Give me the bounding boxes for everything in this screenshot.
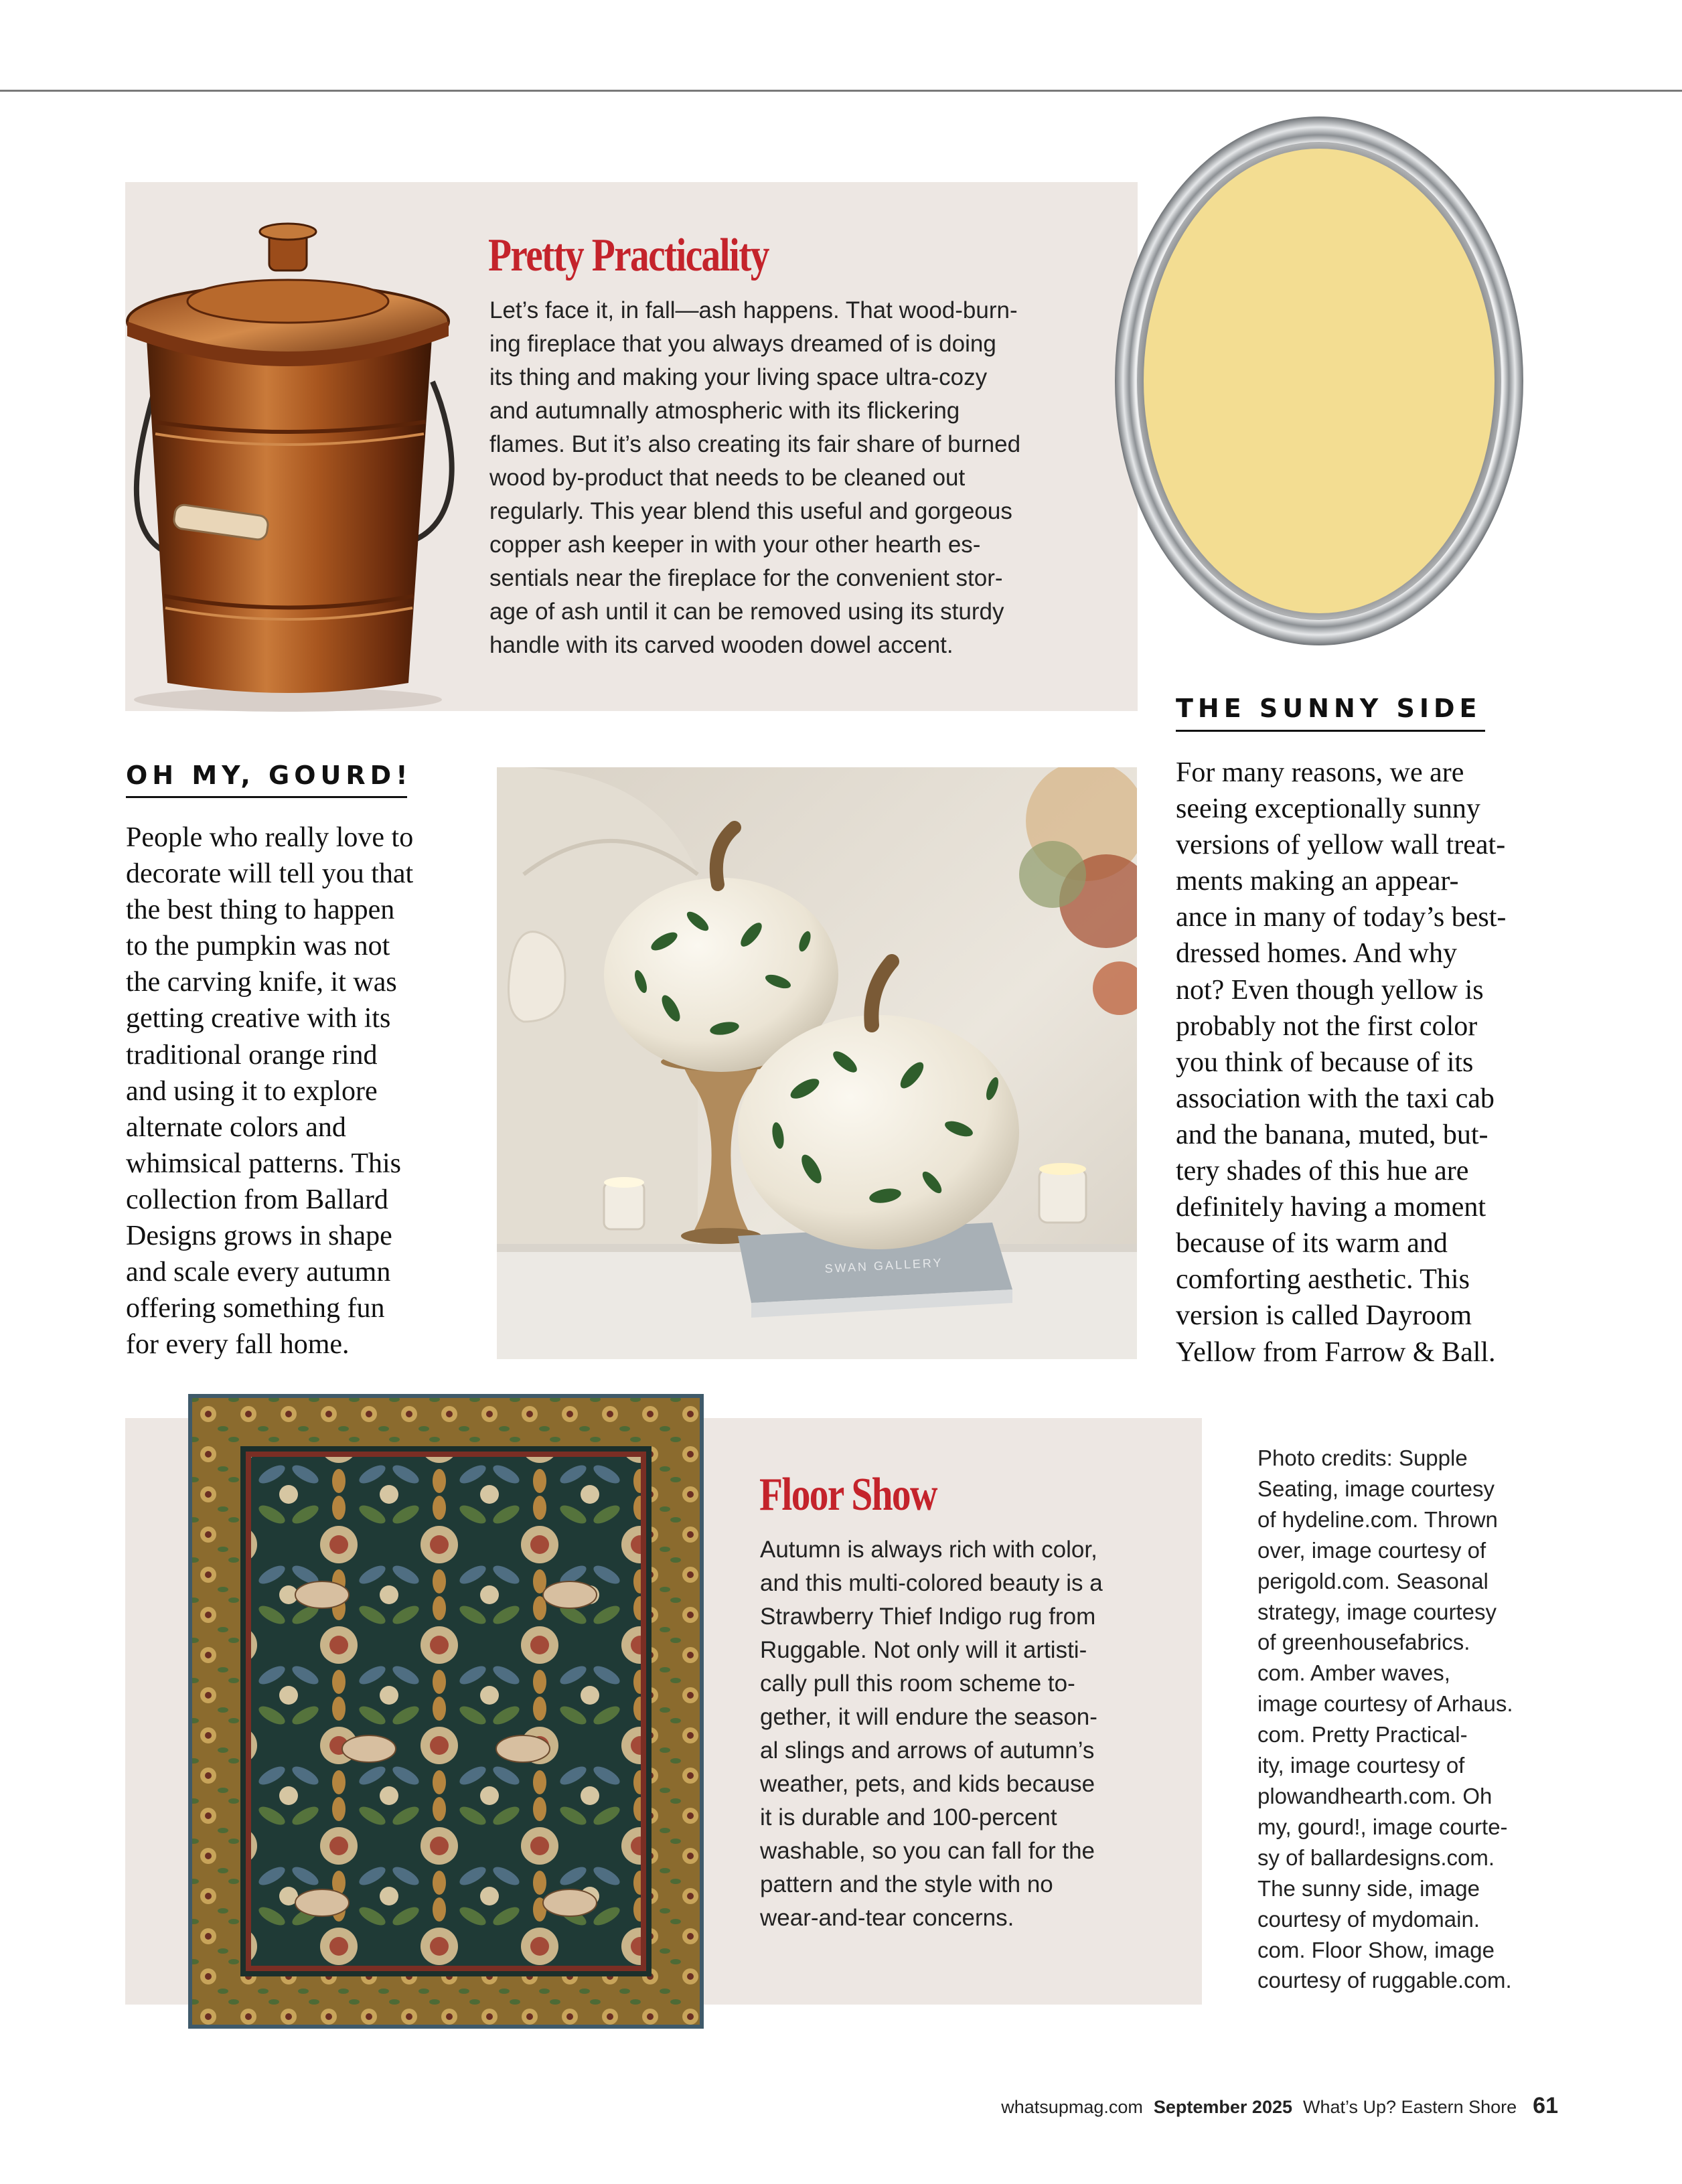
body-line: association with the taxi cab [1176,1083,1495,1114]
credits-line: plowandhearth.com. Oh [1257,1783,1493,1808]
body-line: flames. But it’s also creating its fair share of burned [489,431,1021,457]
body-line: version is called Dayroom [1176,1300,1472,1332]
body-line: to the pumpkin was not [126,931,390,962]
body-line: probably not the first color [1176,1010,1478,1042]
body-line: and scale every autumn [126,1257,391,1288]
top-rule [0,90,1682,92]
floor-show-body [760,1533,1175,1935]
body-line: Autumn is always rich with color, [760,1537,1097,1563]
body-line: weather, pets, and kids because [760,1771,1095,1797]
page-number: 61 [1533,2093,1558,2118]
yellow-paint-can-image [1115,116,1523,645]
credits-line: com. Pretty Practical- [1257,1722,1468,1747]
gourd-heading-rule [126,796,407,798]
body-line: pattern and the style with no [760,1871,1053,1897]
body-line: regularly. This year blend this useful and gorgeous [489,498,1012,524]
credits-line: courtesy of mydomain. [1257,1906,1480,1932]
credits-line: of greenhousefabrics. [1257,1630,1470,1655]
credits-line: perigold.com. Seasonal [1257,1568,1488,1593]
footer-issue: September 2025 [1153,2097,1292,2117]
body-line: seeing exceptionally sunny [1176,793,1480,825]
body-line: Designs grows in shape [126,1221,392,1252]
body-line: wood by-product that needs to be cleaned out [489,465,966,491]
body-line: wear-and-tear concerns. [760,1905,1014,1931]
body-line: alternate colors and [126,1111,346,1143]
body-line: the best thing to happen [126,894,395,926]
credits-line: my, gourd!, image courte- [1257,1814,1508,1839]
body-line: al slings and arrows of autumn’s [760,1737,1095,1764]
body-line: washable, so you can fall for the [760,1838,1095,1864]
body-line: and autumnally atmospheric with its flickering [489,398,960,424]
practicality-body [489,294,1092,662]
body-line: and this multi-colored beauty is a [760,1570,1103,1596]
body-line: cally pull this room scheme to- [760,1670,1075,1697]
body-line: collection from Ballard [126,1184,388,1215]
gourd-heading: OH MY, GOURD! [126,761,412,790]
body-line: getting creative with its [126,1003,391,1034]
body-line: handle with its carved wooden dowel accent. [489,632,953,658]
credits-line: com. Amber waves, [1257,1660,1450,1686]
body-line: decorate will tell you that [126,858,414,890]
body-line: offering something fun [126,1293,385,1324]
body-line: you think of because of its [1176,1046,1474,1078]
body-line: ments making an appear- [1176,866,1459,897]
footer-site: whatsupmag.com [1001,2097,1143,2117]
credits-line: Photo credits: Supple [1257,1446,1468,1470]
body-line: and the banana, muted, but- [1176,1119,1488,1150]
gourd-body [126,820,461,1362]
credits-line: of hydeline.com. Thrown [1257,1506,1498,1532]
body-line: copper ash keeper in with your other hearth es- [489,532,981,558]
practicality-title: Pretty Practicality [488,230,769,281]
body-line: and using it to explore [126,1075,378,1107]
body-line: sentials near the fireplace for the convenient stor- [489,565,1003,591]
body-line: definitely having a moment [1176,1192,1486,1223]
credits-line: com. Floor Show, image [1257,1937,1495,1962]
body-line: Let’s face it, in fall—ash happens. That wood-burn- [489,297,1018,323]
page-footer [1001,2093,1558,2122]
photo-credits [1257,1443,1552,1996]
body-line: it is durable and 100-percent [760,1804,1057,1830]
body-line: its thing and making your living space ultra-cozy [489,364,988,390]
body-line: ance in many of today’s best- [1176,902,1507,933]
painted-pumpkins-image [497,767,1137,1359]
body-line: age of ash until it can be removed using its sturdy [489,599,1004,625]
body-line: not? Even though yellow is [1176,974,1484,1006]
floor-show-title: Floor Show [759,1469,937,1520]
body-line: For many reasons, we are [1176,757,1464,788]
credits-line: The sunny side, image [1257,1875,1480,1901]
body-line: dressed homes. And why [1176,938,1457,969]
credits-line: strategy, image courtesy [1257,1599,1497,1624]
credits-line: Seating, image courtesy [1257,1476,1495,1501]
credits-line: courtesy of ruggable.com. [1257,1968,1512,1993]
body-line: because of its warm and [1176,1228,1448,1259]
sunny-body [1176,755,1551,1371]
body-line: People who really love to [126,822,414,853]
body-line: gether, it will endure the season- [760,1704,1097,1730]
footer-publication: What’s Up? Eastern Shore [1303,2097,1517,2117]
credits-line: over, image courtesy of [1257,1537,1486,1563]
copper-ash-bucket-image [94,221,475,716]
book-spine-label: SWAN GALLERY [824,1255,944,1275]
body-line: traditional orange rind [126,1039,378,1071]
body-line: Strawberry Thief Indigo rug from [760,1604,1096,1630]
sunny-heading: THE SUNNY SIDE [1176,694,1482,723]
body-line: tery shades of this hue are [1176,1156,1469,1187]
body-line: for every fall home. [126,1329,350,1360]
credits-line: image courtesy of Arhaus. [1257,1691,1513,1717]
sunny-heading-rule [1176,730,1485,732]
credits-line: sy of ballardesigns.com. [1257,1845,1495,1870]
body-line: Ruggable. Not only will it artisti- [760,1637,1087,1663]
strawberry-thief-rug-image [188,1394,704,2029]
body-line: the carving knife, it was [126,967,397,998]
body-line: versions of yellow wall treat- [1176,830,1506,861]
body-line: whimsical patterns. This [126,1148,401,1179]
credits-line: ity, image courtesy of [1257,1753,1465,1778]
body-line: ing fireplace that you always dreamed of is doing [489,331,996,357]
body-line: Yellow from Farrow & Ball. [1176,1336,1496,1368]
body-line: comforting aesthetic. This [1176,1264,1470,1296]
